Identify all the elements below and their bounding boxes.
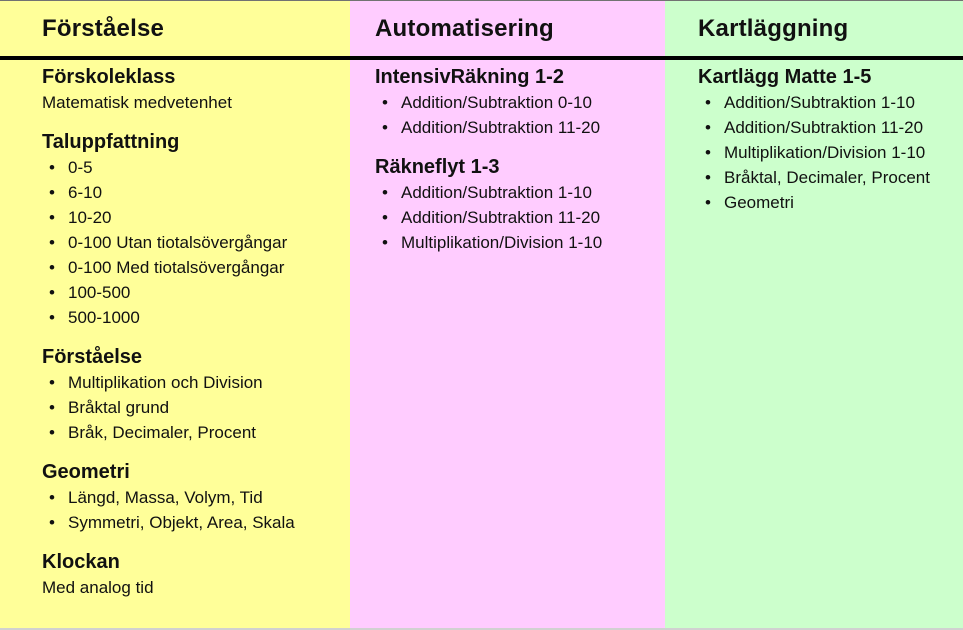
section-item-list [42,155,350,330]
list-item: • Addition/Subtraktion 1-10 [382,180,665,205]
list-item: • Bråktal grund [49,395,350,420]
section-title: Taluppfattning [42,131,180,153]
list-item: • Multiplikation/Division 1-10 [382,230,665,255]
column-header-automatisering: Automatisering [350,1,665,60]
list-item: • Addition/Subtraktion 11-20 [382,205,665,230]
list-item: • Geometri [705,190,963,215]
list-item: • Addition/Subtraktion 0-10 [382,90,665,115]
list-item: • 6-10 [49,180,350,205]
list-item: • 10-20 [49,205,350,230]
list-item: • 100-500 [49,280,350,305]
list-item: • Multiplikation och Division [49,370,350,395]
section-title: Förskoleklass [42,66,176,88]
section [42,550,350,600]
section-title: Räkneflyt 1-3 [375,156,500,178]
list-item: • 0-5 [49,155,350,180]
list-item: • Addition/Subtraktion 11-20 [705,115,963,140]
column-header-forstaelse: Förståelse [0,1,350,60]
section [42,345,350,445]
section-subtitle: Med analog tid [42,578,154,597]
column-forstaelse [0,1,350,628]
column-automatisering [350,1,665,628]
column-body-forstaelse [0,60,350,600]
column-body-automatisering [350,60,665,255]
list-item: • 0-100 Utan tiotalsövergångar [49,230,350,255]
section-item-list [42,485,350,535]
section [375,65,665,140]
list-item: • Addition/Subtraktion 11-20 [382,115,665,140]
section-subtitle: Matematisk medvetenhet [42,93,232,112]
column-body-kartlaggning [665,60,963,215]
section-title: Klockan [42,551,120,573]
section [42,65,350,115]
section-title: Förståelse [42,346,143,368]
section [42,130,350,330]
section-title: Kartlägg Matte 1-5 [698,66,872,88]
section [375,155,665,255]
list-item: • Bråktal, Decimaler, Procent [705,165,963,190]
list-item: • Längd, Massa, Volym, Tid [49,485,350,510]
section [698,65,963,215]
column-header-kartlaggning: Kartläggning [665,1,963,60]
list-item: • Bråk, Decimaler, Procent [49,420,350,445]
section-item-list [698,90,963,215]
list-item: • Multiplikation/Division 1-10 [705,140,963,165]
list-item: • 0-100 Med tiotalsövergångar [49,255,350,280]
section [42,460,350,535]
list-item: • Addition/Subtraktion 1-10 [705,90,963,115]
column-kartlaggning [665,1,963,628]
list-item: • 500-1000 [49,305,350,330]
section-item-list [375,180,665,255]
section-item-list [42,370,350,445]
section-item-list [375,90,665,140]
list-item: • Symmetri, Objekt, Area, Skala [49,510,350,535]
section-title: Geometri [42,461,130,483]
section-title: IntensivRäkning 1-2 [375,66,564,88]
